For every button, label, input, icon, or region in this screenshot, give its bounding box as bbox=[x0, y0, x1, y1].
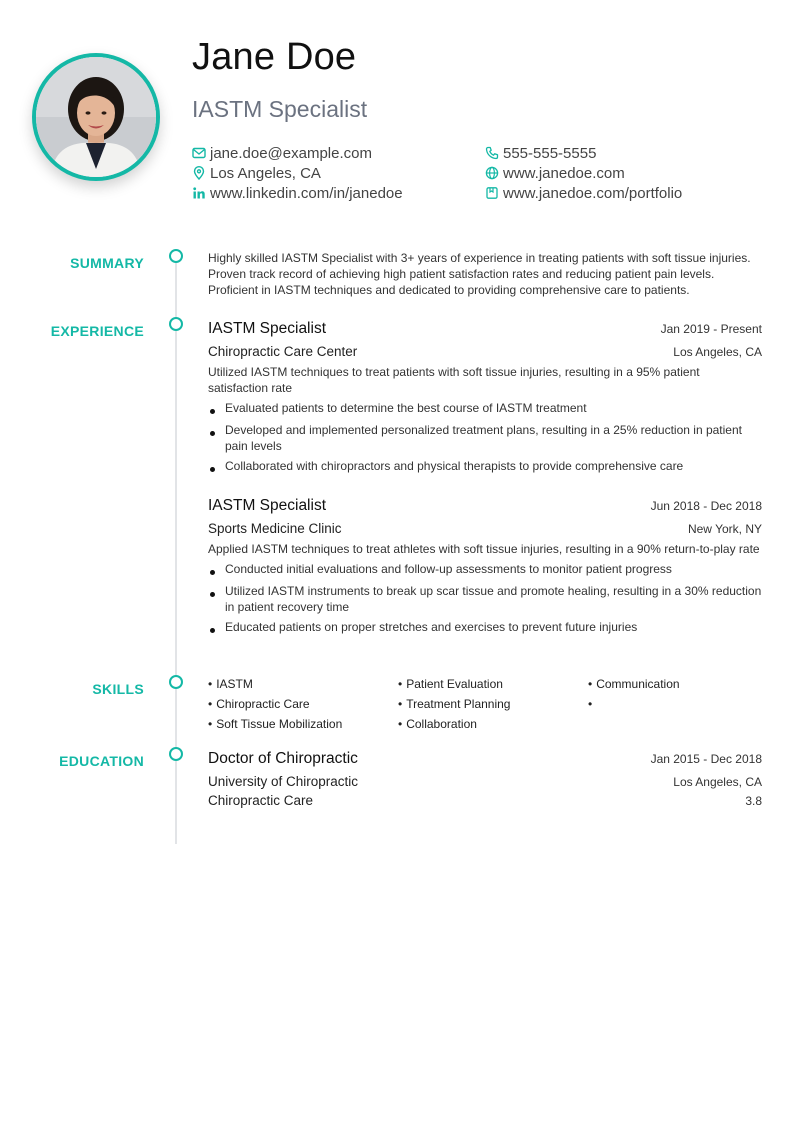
section-label-experience: EXPERIENCE bbox=[50, 323, 144, 339]
job-title: IASTM Specialist bbox=[208, 497, 327, 514]
mail-icon bbox=[192, 146, 206, 160]
phone-icon bbox=[485, 146, 499, 160]
education-field: Chiropractic Care bbox=[208, 793, 314, 808]
timeline-dot-skills bbox=[169, 675, 183, 689]
job-company-row bbox=[208, 344, 762, 359]
job-bullets bbox=[208, 400, 762, 474]
job-title: IASTM Specialist bbox=[208, 320, 327, 337]
education-location: Los Angeles, CA bbox=[673, 775, 762, 789]
job-dates: Jun 2018 - Dec 2018 bbox=[650, 499, 762, 513]
job-location: New York, NY bbox=[687, 522, 762, 536]
job-header bbox=[208, 497, 762, 515]
contact-email-text[interactable]: jane.doe@example.com bbox=[210, 144, 372, 162]
job-bullet: Educated patients on proper stretches and exercises to prevent future injuries bbox=[208, 619, 762, 635]
job-bullets bbox=[208, 561, 762, 635]
timeline-dot-experience bbox=[169, 317, 183, 331]
section-label-skills: SKILLS bbox=[92, 681, 144, 697]
job-location: Los Angeles, CA bbox=[673, 345, 762, 359]
contact-phone[interactable] bbox=[485, 143, 682, 163]
job-dates: Jan 2019 - Present bbox=[660, 322, 762, 336]
timeline-dot-education bbox=[169, 747, 183, 761]
education-entry bbox=[208, 750, 762, 808]
candidate-title: IASTM Specialist bbox=[192, 96, 368, 122]
job-company: Chiropractic Care Center bbox=[208, 344, 358, 359]
contact-phone-text[interactable]: 555-555-5555 bbox=[503, 144, 597, 162]
education-dates: Jan 2015 - Dec 2018 bbox=[650, 752, 762, 766]
contact-location bbox=[192, 163, 403, 183]
job-bullet: Developed and implemented personalized treatment plans, resulting in a 25% reduction in patient pain levels bbox=[208, 422, 762, 454]
contact-portfolio[interactable] bbox=[485, 183, 682, 203]
job-company-row bbox=[208, 521, 762, 536]
skill-item: • Patient Evaluation bbox=[398, 676, 588, 692]
education-school-row bbox=[208, 774, 762, 789]
skill-item: • Communication bbox=[588, 676, 762, 692]
location-pin-icon bbox=[192, 166, 206, 180]
contact-location-text: Los Angeles, CA bbox=[210, 164, 321, 182]
globe-icon bbox=[485, 166, 499, 180]
experience-entry bbox=[208, 320, 762, 474]
contact-linkedin[interactable] bbox=[192, 183, 403, 203]
summary-text: Highly skilled IASTM Specialist with 3+ years of experience in treating patients with soft tissue injuries. Proven track record of achieving high patient satisfaction rates and reducing patient pain levels. Proficient in IASTM techniques and dedicated to providing comprehensive care to patients. bbox=[208, 251, 751, 297]
candidate-name: Jane Doe bbox=[192, 36, 357, 78]
job-header bbox=[208, 320, 762, 338]
skill-item: • Soft Tissue Mobilization bbox=[208, 716, 398, 732]
job-description: Applied IASTM techniques to treat athletes with soft tissue injuries, resulting in a 90% return-to-play rate bbox=[208, 542, 760, 556]
education-school: University of Chiropractic bbox=[208, 774, 359, 789]
timeline-dot-summary bbox=[169, 249, 183, 263]
skills-grid bbox=[208, 676, 762, 732]
profile-photo bbox=[32, 53, 160, 181]
contact-website[interactable] bbox=[485, 163, 682, 183]
experience-entry bbox=[208, 497, 762, 635]
section-label-summary: SUMMARY bbox=[70, 255, 144, 271]
education-gpa: 3.8 bbox=[745, 794, 762, 808]
job-bullet: Conducted initial evaluations and follow-up assessments to monitor patient progress bbox=[208, 561, 762, 577]
job-description: Utilized IASTM techniques to treat patients with soft tissue injuries, resulting in a 95% patient satisfaction rate bbox=[208, 365, 700, 395]
contact-website-text[interactable]: www.janedoe.com bbox=[503, 164, 625, 182]
contact-left-column bbox=[192, 143, 403, 203]
job-bullet: Collaborated with chiropractors and physical therapists to provide comprehensive care bbox=[208, 458, 762, 474]
contact-portfolio-text[interactable]: www.janedoe.com/portfolio bbox=[503, 184, 683, 202]
education-degree: Doctor of Chiropractic bbox=[208, 750, 358, 767]
contact-linkedin-text[interactable]: www.linkedin.com/in/janedoe bbox=[210, 184, 403, 202]
linkedin-icon bbox=[192, 186, 206, 200]
skill-item: • IASTM bbox=[208, 676, 398, 692]
contact-right-column bbox=[485, 143, 682, 203]
job-company: Sports Medicine Clinic bbox=[208, 521, 342, 536]
section-label-education: EDUCATION bbox=[59, 753, 144, 769]
contact-email[interactable] bbox=[192, 143, 403, 163]
job-bullet: Evaluated patients to determine the best course of IASTM treatment bbox=[208, 400, 762, 416]
job-bullet: Utilized IASTM instruments to break up scar tissue and promote healing, resulting in a 30% reduction in patient recovery time bbox=[208, 583, 762, 615]
profile-photo-illustration bbox=[36, 57, 156, 177]
education-header bbox=[208, 750, 762, 768]
education-field-row bbox=[208, 793, 762, 808]
skill-item: • Collaboration bbox=[398, 716, 588, 732]
skill-item: • Chiropractic Care bbox=[208, 696, 398, 712]
skill-item: • Treatment Planning bbox=[398, 696, 588, 712]
portfolio-icon bbox=[485, 186, 499, 200]
